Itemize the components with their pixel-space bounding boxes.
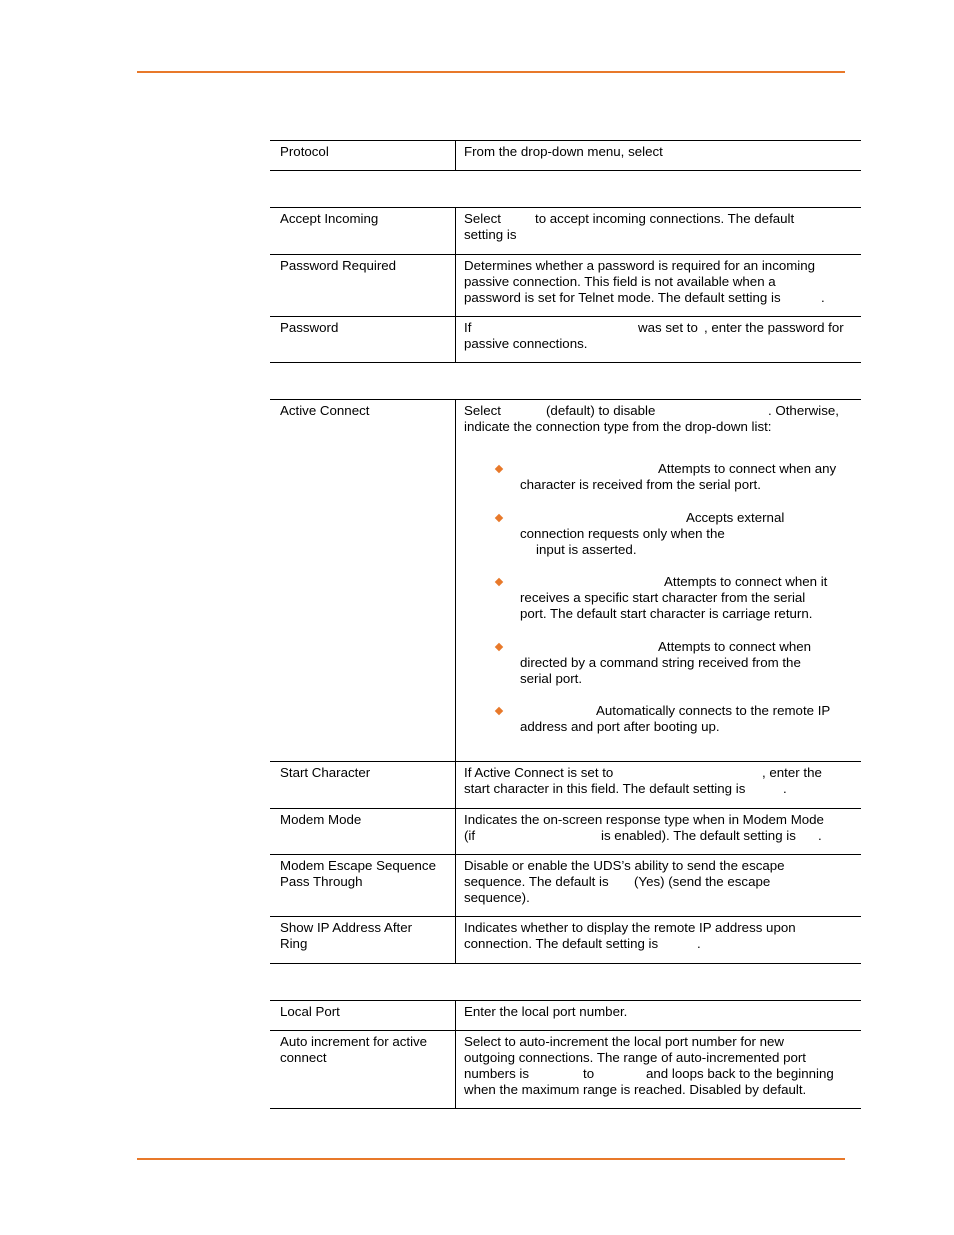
row-label: Protocol [280, 144, 329, 159]
row-description: Disable or enable the UDS’s ability to send the escape sequence. The default is (Yes) (send the escape sequence). [464, 858, 785, 905]
row-label: Show IP Address After Ring [280, 920, 413, 951]
row-description: Select (default) to disable . Otherwise, indicate the connection type from the drop-down list: [464, 403, 839, 434]
diamond-bullet-icon [494, 513, 506, 525]
row-description: From the drop-down menu, select [464, 144, 663, 159]
row-label-cell [270, 208, 456, 254]
diamond-bullet-icon [494, 706, 506, 718]
row-label-cell [270, 317, 456, 362]
row-label-cell [270, 855, 456, 916]
row-description: Select to auto-increment the local port number for new outgoing connections. The range of auto-incremented port numbers is to and loops back to the beginning when the maximum range is reached. Disabled by default. [464, 1034, 834, 1097]
table-row-modem-mode [270, 808, 861, 854]
row-label: Modem Mode [280, 812, 362, 827]
row-label-cell [270, 1001, 456, 1030]
row-label-cell [270, 400, 456, 761]
table-row-escape-pass-through [270, 854, 861, 916]
table-row-accept-incoming [270, 207, 861, 254]
bullet-item: Accepts external connection requests only when the input is asserted. [520, 510, 785, 557]
bullet-item: Automatically connects to the remote IP address and port after booting up. [520, 703, 831, 734]
row-label: Password Required [280, 258, 397, 273]
row-description: Enter the local port number. [464, 1004, 628, 1019]
row-description: If Active Connect is set to , enter the start character in this field. The default setting is . [464, 765, 822, 796]
diamond-bullet-icon [494, 642, 506, 654]
row-label-cell [270, 1031, 456, 1108]
table-row-local-port [270, 1000, 861, 1030]
row-description: Indicates whether to display the remote IP address upon connection. The default setting is . [464, 920, 796, 951]
bullet-item: Attempts to connect when directed by a command string received from the serial port. [520, 639, 811, 686]
row-label-cell [270, 762, 456, 808]
table-row-show-ip [270, 916, 861, 964]
table-row-active-connect [270, 399, 861, 761]
row-description: Select to accept incoming connections. The default setting is [464, 211, 795, 242]
table-row-start-character [270, 761, 861, 808]
row-label-cell [270, 917, 456, 963]
row-label-cell [270, 809, 456, 854]
row-label-cell [270, 141, 456, 170]
bullet-item: Attempts to connect when any character is received from the serial port. [520, 461, 837, 492]
row-label: Auto increment for active connect [280, 1034, 428, 1065]
table-row-protocol [270, 140, 861, 171]
row-label: Active Connect [280, 403, 370, 418]
table-row-auto-increment [270, 1030, 861, 1109]
row-label: Password [280, 320, 339, 335]
row-label-cell [270, 255, 456, 316]
bullet-item: Attempts to connect when it receives a specific start character from the serial port. The default start character is carriage return. [520, 574, 828, 621]
table-row-password [270, 316, 861, 363]
diamond-bullet-icon [494, 464, 506, 476]
diamond-bullet-icon [494, 577, 506, 589]
row-description: Indicates the on-screen response type when in Modem Mode (if is enabled). The default setting is . [464, 812, 824, 843]
row-label: Local Port [280, 1004, 340, 1019]
row-label: Modem Escape Sequence Pass Through [280, 858, 436, 889]
row-description: Determines whether a password is required for an incoming passive connection. This field is not available when a password is set for Telnet mode. The default setting is . [464, 258, 825, 305]
table-row-password-required [270, 254, 861, 316]
header-rule [137, 71, 845, 73]
footer-rule [137, 1158, 845, 1160]
row-label: Start Character [280, 765, 371, 780]
row-label: Accept Incoming [280, 211, 379, 226]
row-description: If was set to , enter the password for passive connections. [464, 320, 844, 351]
